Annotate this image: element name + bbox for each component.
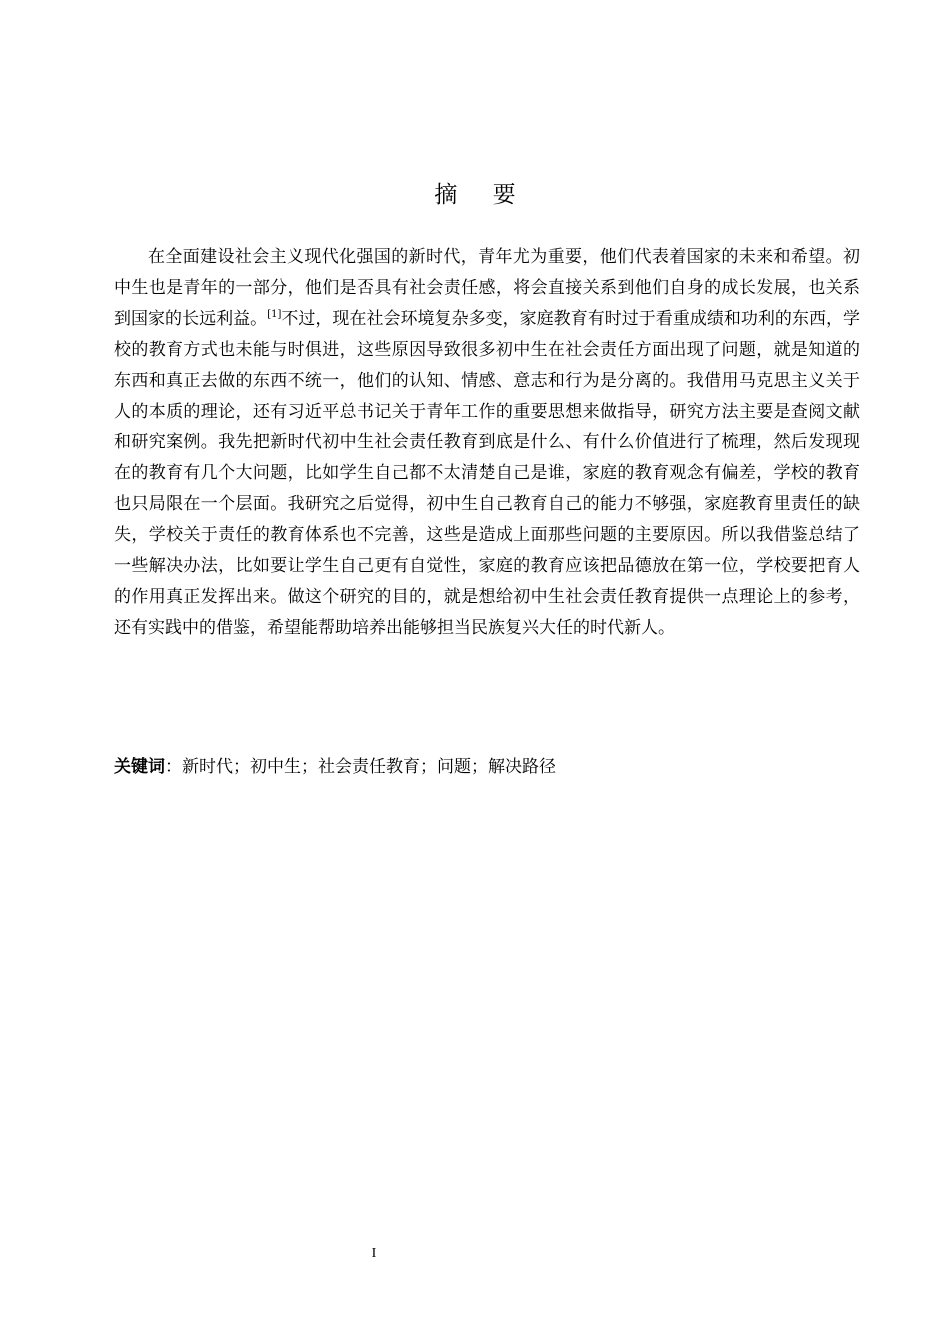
abstract-text-part1: 在全面建设社会主义现代化强国的新时代，青年尤为重要，他们代表着国家的未来和希望。初中生也是青年的一部分，他们是否具有社会责任感，将会直接关系到他们自身的成长发展，也关系到国家的长远利益。 — [114, 247, 860, 329]
keywords-label: 关键词 — [114, 757, 165, 777]
abstract-text-part2: 不过，现在社会环境复杂多变，家庭教育有时过于看重成绩和功利的东西，学校的教育方式也未能与时俱进，这些原因导致很多初中生在社会责任方面出现了问题，就是知道的东西和真正去做的东西不统一，他们的认知、情感、意志和行为是分离的。我借用马克思主义关于人的本质的理论，还有习近平总书记关于青年工作的重要思想来做指导，研究方法主要是查阅文献和研究案例。我先把新时代初中生社会责任教育到底是什么、有什么价值进行了梳理，然后发现现在的教育有几个大问题，比如学生自己都不太清楚自己是谁，家庭的教育观念有偏差，学校的教育也只局限在一个层面。我研究之后觉得，初中生自己教育自己的能力不够强，家庭教育里责任的缺失，学校关于责任的教育体系也不完善，这些是造成上面那些问题的主要原因。所以我借鉴总结了一些解决办法，比如要让学生自己更有自觉性，家庭的教育应该把品德放在第一位，学校要把育人的作用真正发挥出来。做这个研究的目的，就是想给初中生社会责任教育提供一点理论上的参考，还有实践中的借鉴，希望能帮助培养出能够担当民族复兴大任的时代新人。 — [114, 308, 861, 638]
keywords-text: 新时代；初中生；社会责任教育；问题；解决路径 — [182, 757, 556, 777]
keywords-line — [114, 752, 860, 782]
abstract-body — [114, 242, 860, 644]
abstract-title: 摘 要 — [434, 182, 530, 208]
keywords-separator: ： — [165, 757, 182, 777]
page-number: I — [371, 1246, 377, 1261]
citation-marker: [1] — [267, 308, 282, 320]
